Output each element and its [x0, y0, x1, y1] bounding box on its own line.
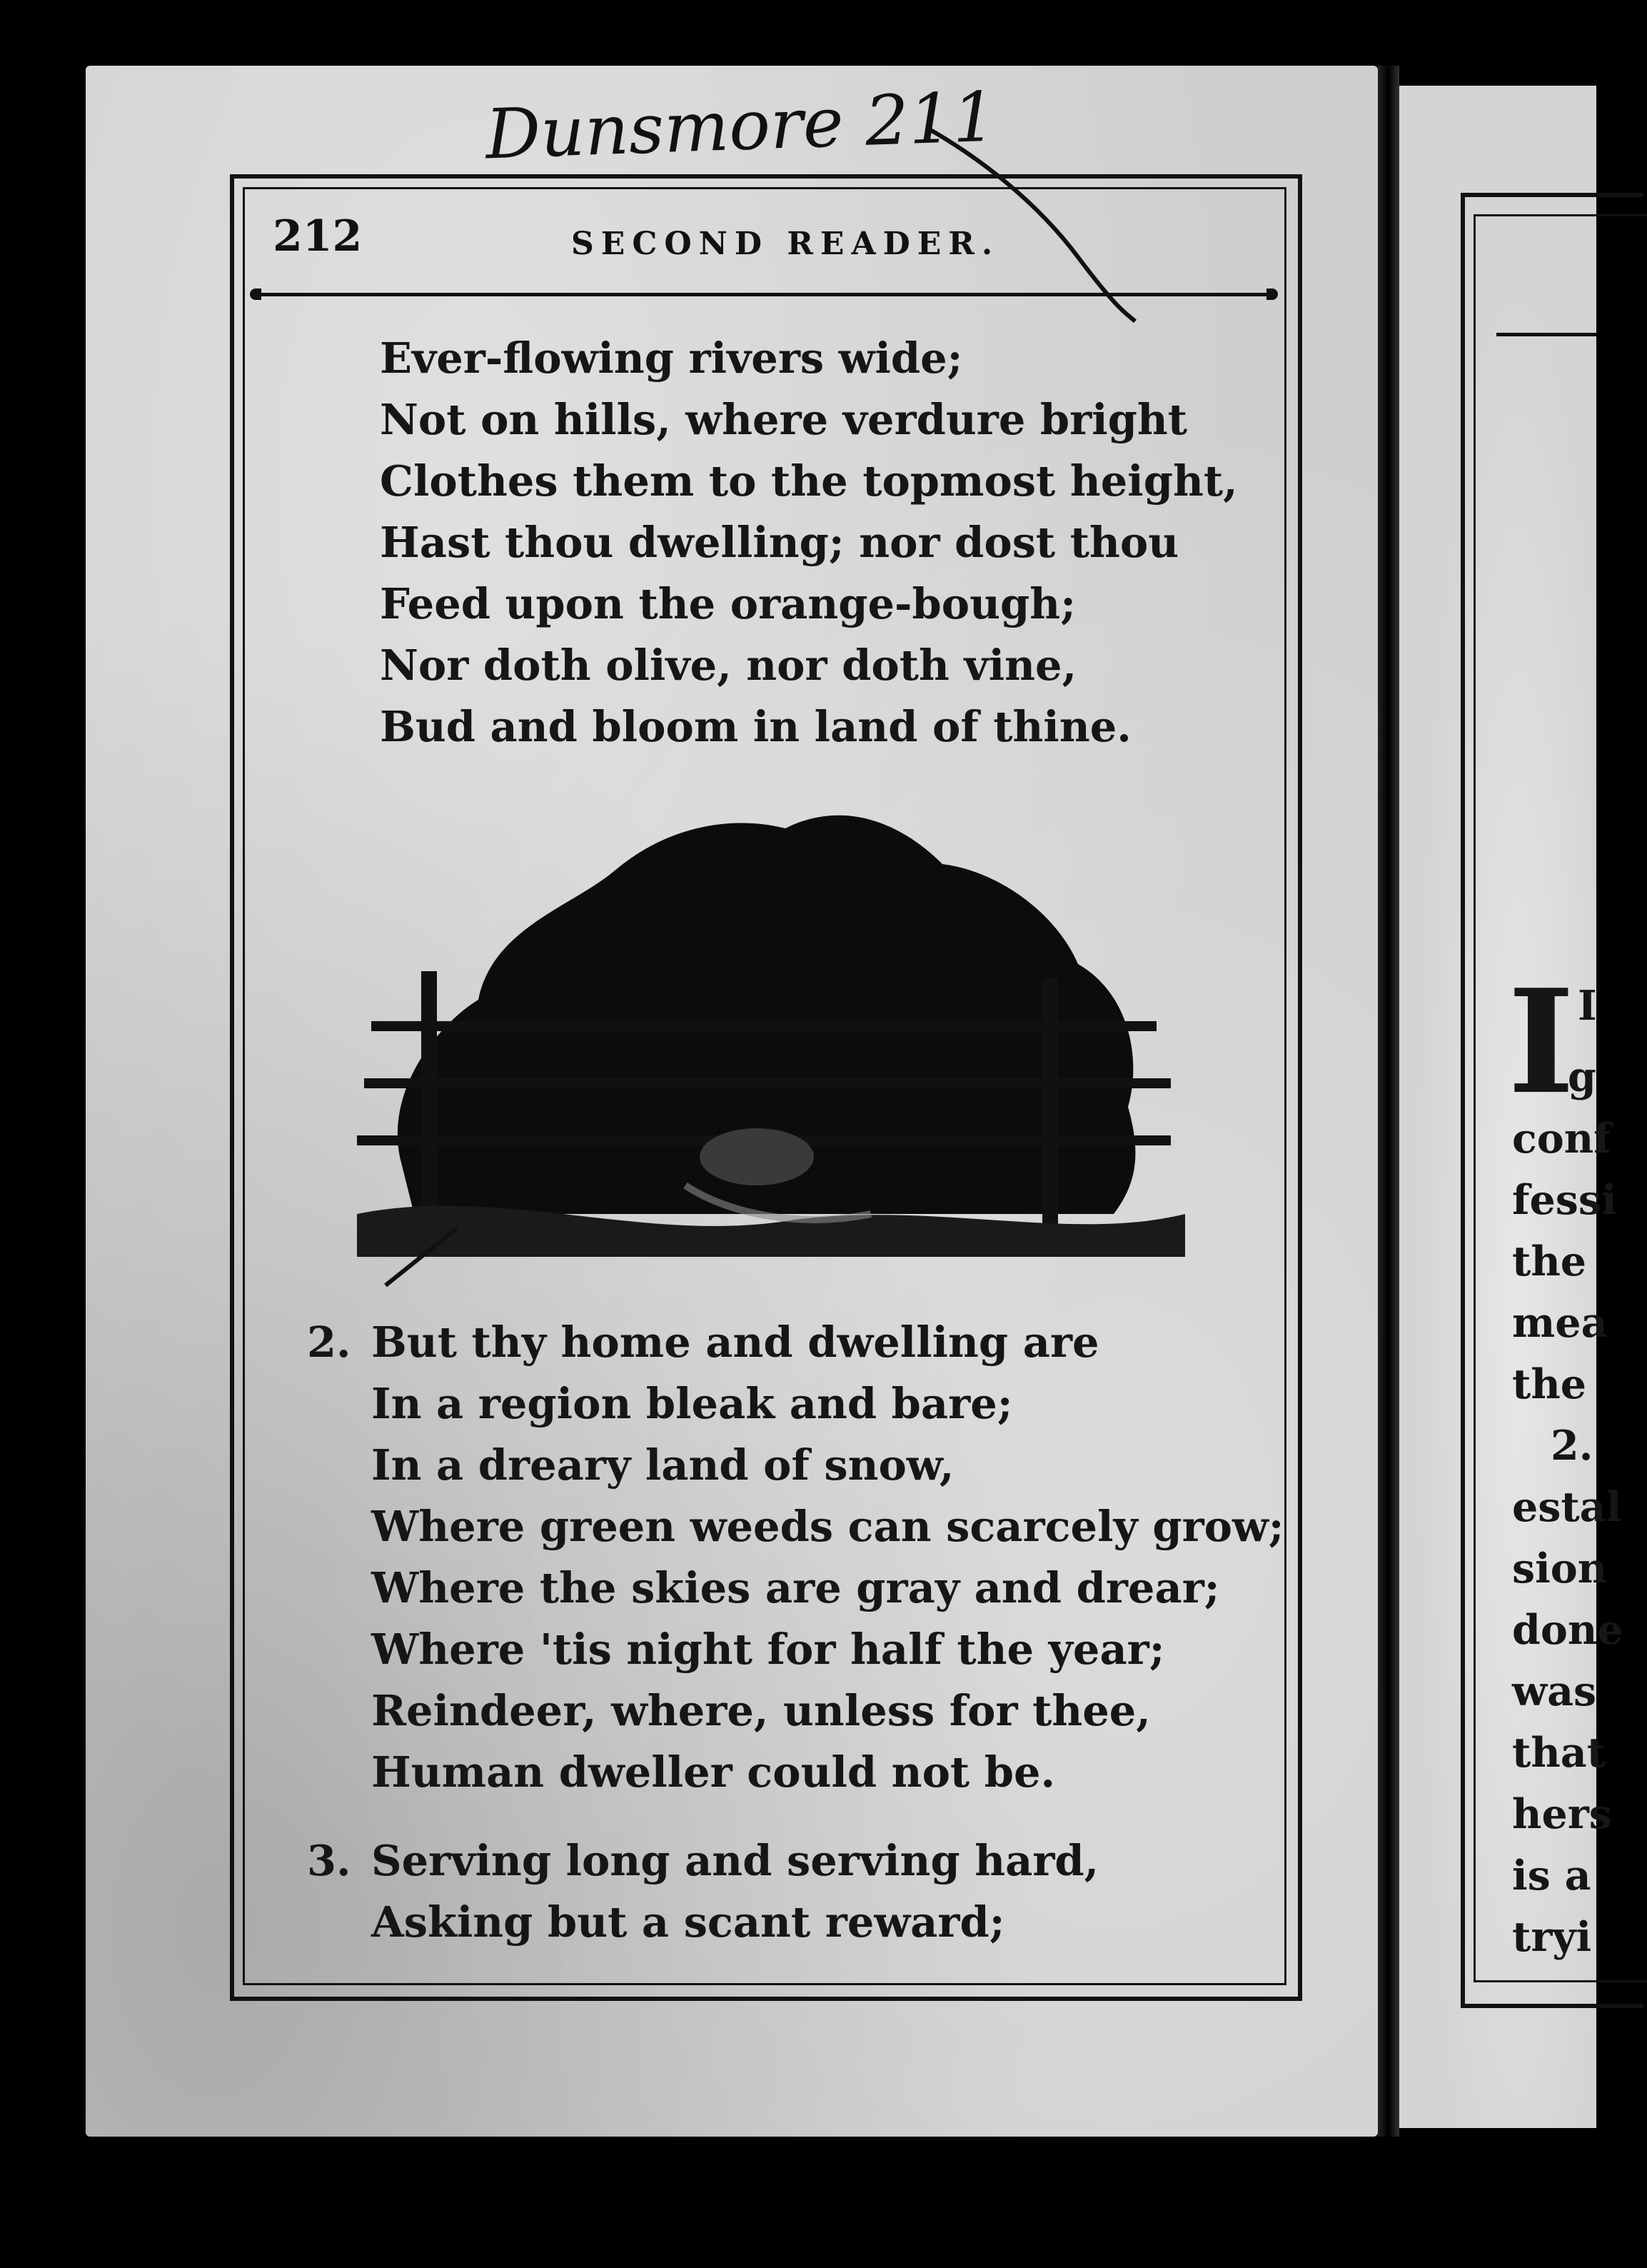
poem-line: In a dreary land of snow, — [371, 1440, 955, 1490]
header-rule-end — [1266, 288, 1278, 300]
right-page-line: mea — [1512, 1299, 1608, 1347]
right-page-line: fessi — [1512, 1176, 1617, 1224]
right-page-line: 2. — [1551, 1422, 1593, 1470]
right-page-line: sion — [1512, 1545, 1608, 1592]
handwritten-note: Dunsmore 211 — [484, 76, 997, 175]
book-gutter — [1378, 66, 1399, 2137]
poem-line: Feed upon the orange-bough; — [380, 579, 1076, 628]
right-page-header-rule — [1496, 333, 1596, 336]
poem-line: Hast thou dwelling; nor dost thou — [380, 518, 1179, 567]
stanza-number: 3. — [307, 1836, 351, 1885]
poem-line: Ever-flowing rivers wide; — [380, 333, 963, 383]
header-rule — [256, 293, 1272, 296]
poem-line: Not on hills, where verdure bright — [380, 395, 1188, 444]
header-rule-end — [250, 288, 261, 300]
right-page-line: estal — [1512, 1483, 1622, 1531]
poem-line: Serving long and serving hard, — [371, 1836, 1099, 1885]
poem-line: But thy home and dwelling are — [371, 1318, 1099, 1367]
poem-line: Human dweller could not be. — [371, 1747, 1056, 1797]
poem-line: Clothes them to the topmost height, — [380, 456, 1238, 506]
page-number: 212 — [273, 211, 363, 261]
right-page-line: g — [1568, 1053, 1596, 1101]
poem-line: Where green weeds can scarcely grow; — [371, 1502, 1284, 1551]
poem-line: In a region bleak and bare; — [371, 1379, 1013, 1428]
poem-line: Bud and bloom in land of thine. — [380, 702, 1132, 751]
right-page-line: I — [1578, 982, 1597, 1030]
right-page-line: conf — [1512, 1115, 1611, 1163]
right-page-line: done — [1512, 1606, 1623, 1654]
poem-line: Asking but a scant reward; — [371, 1897, 1005, 1947]
poem-line: Nor doth olive, nor doth vine, — [380, 641, 1077, 690]
right-page-line: is a — [1512, 1852, 1591, 1900]
reindeer-landscape-illustration — [357, 786, 1185, 1300]
poem-line: Reindeer, where, unless for thee, — [371, 1686, 1151, 1735]
poem-line: Where the skies are gray and drear; — [371, 1563, 1220, 1612]
right-page-line: that — [1512, 1729, 1606, 1777]
right-page-line: hers — [1512, 1790, 1612, 1838]
drop-cap: I — [1508, 958, 1575, 1126]
right-page-line: was — [1512, 1667, 1597, 1715]
poem-line: Where 'tis night for half the year; — [371, 1625, 1165, 1674]
right-page-line: the — [1512, 1360, 1587, 1408]
stanza-number: 2. — [307, 1318, 351, 1367]
running-head: SECOND READER. — [571, 226, 1000, 262]
right-page-line: tryi — [1512, 1913, 1592, 1961]
right-page-line: the — [1512, 1238, 1587, 1285]
